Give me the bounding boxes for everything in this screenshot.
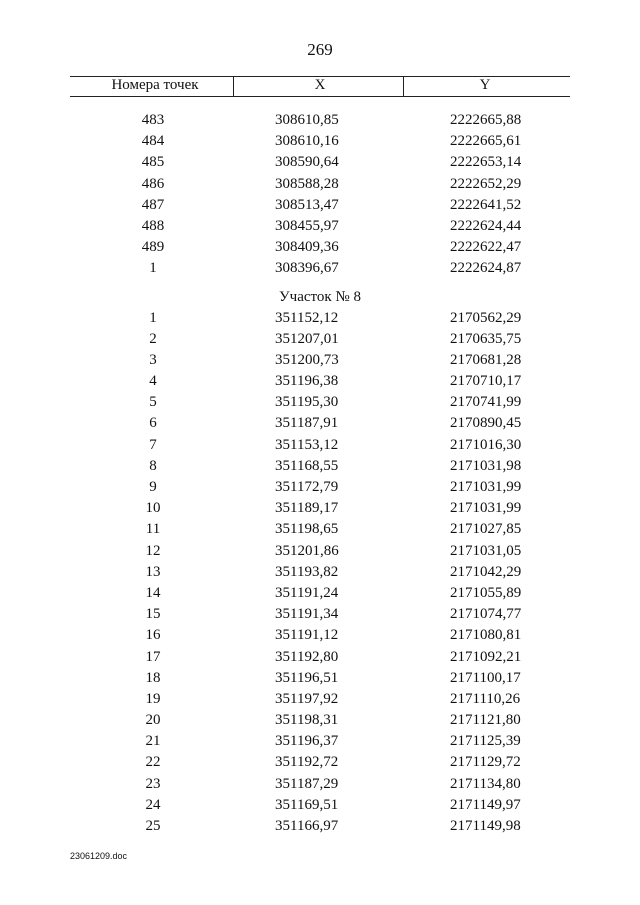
x-coordinate: 308610,85: [275, 112, 339, 128]
point-number: 2: [149, 330, 157, 347]
header-points: Номера точек: [111, 77, 199, 93]
table-row: [70, 392, 570, 413]
y-coordinate: 2170741,99: [450, 394, 522, 411]
y-coordinate: 2171027,85: [450, 521, 522, 538]
point-number: 25: [145, 818, 161, 834]
point-number: 16: [145, 627, 161, 644]
x-coordinate: 308610,16: [275, 133, 339, 150]
point-number: 22: [145, 754, 161, 771]
header-y: Y: [479, 77, 491, 93]
point-number: 486: [141, 175, 165, 192]
table-row: [70, 350, 570, 371]
y-coordinate: 2171055,89: [450, 584, 522, 601]
coordinates-table-body: [70, 110, 570, 837]
table-row: [70, 731, 570, 752]
point-number: 488: [141, 217, 165, 234]
y-coordinate: 2170890,45: [450, 415, 522, 432]
point-number: 24: [145, 796, 161, 813]
x-coordinate: 351198,31: [275, 712, 339, 729]
x-coordinate: 351187,91: [275, 415, 339, 432]
x-coordinate: 351153,12: [275, 436, 339, 453]
point-number: 12: [145, 542, 161, 559]
x-coordinate: 308455,97: [275, 217, 339, 234]
table-header-bottom-rule: [70, 96, 570, 97]
table-row: [70, 456, 570, 477]
x-coordinate: 351196,37: [275, 733, 339, 750]
point-number: 489: [141, 239, 165, 256]
table-row: [70, 583, 570, 604]
point-number: 19: [145, 690, 161, 707]
point-number: 15: [145, 606, 161, 623]
table-row: [70, 477, 570, 498]
y-coordinate: 2171031,99: [450, 479, 522, 495]
table-header: [70, 77, 570, 96]
point-number: 1: [149, 309, 157, 326]
table-row: [70, 689, 570, 710]
y-coordinate: 2222622,47: [450, 239, 522, 256]
y-coordinate: 2171110,26: [450, 690, 521, 707]
y-coordinate: 2171074,77: [450, 606, 522, 623]
x-coordinate: 351152,12: [275, 309, 339, 326]
y-coordinate: 2222624,87: [450, 260, 522, 277]
y-coordinate: 2171031,05: [450, 542, 522, 559]
x-coordinate: 351169,51: [275, 796, 339, 813]
x-coordinate: 351172,79: [275, 479, 339, 495]
page-number: 269: [307, 40, 333, 59]
table-row: [70, 131, 570, 152]
point-number: 1: [149, 260, 157, 277]
point-number: 10: [145, 500, 161, 517]
y-coordinate: 2222624,44: [450, 217, 522, 234]
table-row: [70, 152, 570, 173]
point-number: 6: [149, 415, 157, 432]
x-coordinate: 308590,64: [275, 154, 339, 171]
x-coordinate: 351195,30: [275, 394, 339, 411]
point-number: 23: [145, 775, 161, 792]
point-number: 20: [145, 712, 161, 729]
y-coordinate: 2171100,17: [450, 669, 521, 686]
y-coordinate: 2171080,81: [450, 627, 522, 644]
point-number: 483: [141, 112, 165, 128]
table-row: [70, 258, 570, 279]
table-row: [70, 371, 570, 392]
y-coordinate: 2171129,72: [450, 754, 521, 771]
x-coordinate: 351196,51: [275, 669, 339, 686]
x-coordinate: 308513,47: [275, 196, 339, 213]
table-row: [70, 110, 570, 131]
point-number: 9: [149, 479, 157, 495]
y-coordinate: 2171134,80: [450, 775, 521, 792]
x-coordinate: 351192,72: [275, 754, 339, 771]
footer-filename: 23061209.doc: [70, 851, 128, 861]
table-row: [70, 647, 570, 668]
table-row: [70, 174, 570, 195]
x-coordinate: 351200,73: [275, 351, 339, 368]
y-coordinate: 2170710,17: [450, 373, 522, 390]
x-coordinate: 351198,65: [275, 521, 339, 538]
y-coordinate: 2171092,21: [450, 648, 522, 665]
x-coordinate: 351201,86: [275, 542, 339, 559]
x-coordinate: 308396,67: [275, 260, 339, 277]
y-coordinate: 2170635,75: [450, 330, 522, 347]
y-coordinate: 2170562,29: [450, 309, 522, 326]
x-coordinate: 308409,36: [275, 239, 339, 256]
y-coordinate: 2222641,52: [450, 196, 522, 213]
point-number: 4: [149, 373, 157, 390]
point-number: 21: [145, 733, 161, 750]
point-number: 5: [149, 394, 157, 411]
table-row: [70, 795, 570, 816]
table-row: [70, 308, 570, 329]
point-number: 3: [149, 351, 157, 368]
table-row: [70, 237, 570, 258]
section-title: Участок № 8: [279, 288, 361, 305]
point-number: 8: [149, 457, 157, 474]
table-row: [70, 562, 570, 583]
table-row: [70, 498, 570, 519]
table-row: [70, 413, 570, 434]
table-row: [70, 329, 570, 350]
table-row: [70, 752, 570, 773]
y-coordinate: 2222653,14: [450, 154, 522, 171]
table-row: [70, 604, 570, 625]
x-coordinate: 351191,12: [275, 627, 339, 644]
y-coordinate: 2222665,61: [450, 133, 522, 150]
table-row: [70, 216, 570, 237]
table-row: [70, 195, 570, 216]
table-row: [70, 519, 570, 540]
x-coordinate: 351168,55: [275, 457, 339, 474]
table-row: [70, 668, 570, 689]
x-coordinate: 351192,80: [275, 648, 339, 665]
point-number: 18: [145, 669, 161, 686]
y-coordinate: 2170681,28: [450, 351, 522, 368]
point-number: 11: [145, 521, 161, 538]
y-coordinate: 2171121,80: [450, 712, 521, 729]
table-row: [70, 625, 570, 646]
y-coordinate: 2171016,30: [450, 436, 522, 453]
y-coordinate: 2222665,88: [450, 112, 522, 128]
y-coordinate: 2171042,29: [450, 563, 522, 580]
point-number: 17: [145, 648, 161, 665]
header-x: X: [314, 77, 326, 93]
x-coordinate: 351191,34: [275, 606, 339, 623]
y-coordinate: 2171031,98: [450, 457, 522, 474]
y-coordinate: 2171149,98: [450, 818, 521, 834]
point-number: 485: [141, 154, 165, 171]
y-coordinate: 2171149,97: [450, 796, 521, 813]
table-row: [70, 774, 570, 795]
table-row: [70, 816, 570, 837]
x-coordinate: 351191,24: [275, 584, 339, 601]
point-number: 484: [141, 133, 165, 150]
table-row: [70, 541, 570, 562]
x-coordinate: 351196,38: [275, 373, 339, 390]
x-coordinate: 351193,82: [275, 563, 339, 580]
point-number: 487: [141, 196, 165, 213]
table-row: [70, 710, 570, 731]
point-number: 13: [145, 563, 161, 580]
table-row: [70, 435, 570, 456]
point-number: 14: [145, 584, 161, 601]
x-coordinate: 308588,28: [275, 175, 339, 192]
x-coordinate: 351197,92: [275, 690, 339, 707]
x-coordinate: 351187,29: [275, 775, 339, 792]
point-number: 7: [149, 436, 157, 453]
x-coordinate: 351207,01: [275, 330, 339, 347]
x-coordinate: 351189,17: [275, 500, 339, 517]
y-coordinate: 2222652,29: [450, 175, 522, 192]
y-coordinate: 2171031,99: [450, 500, 522, 517]
y-coordinate: 2171125,39: [450, 733, 521, 750]
x-coordinate: 351166,97: [275, 818, 339, 834]
